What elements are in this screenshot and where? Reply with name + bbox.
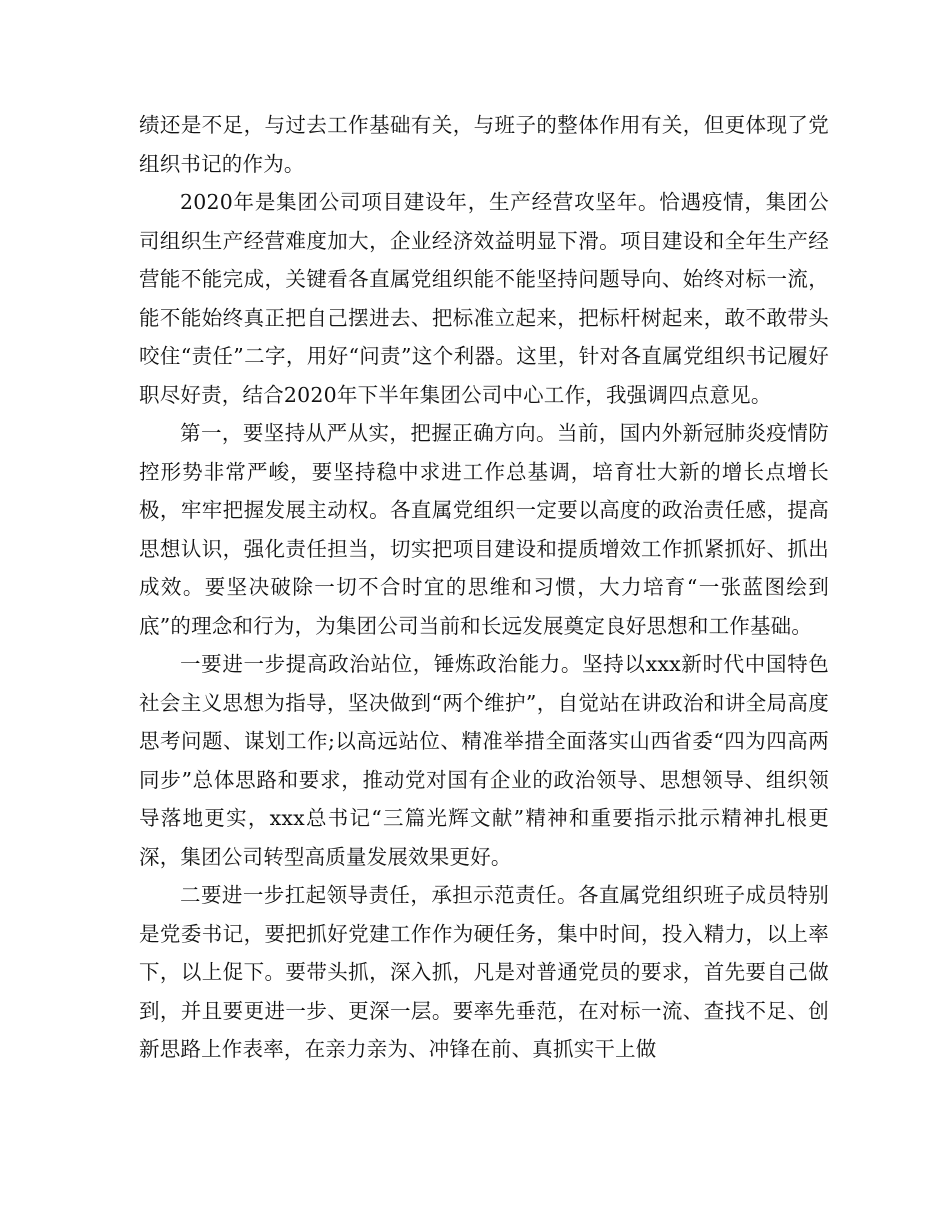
paragraph-continuation: 绩还是不足，与过去工作基础有关，与班子的整体作用有关，但更体现了党组织书记的作为。 bbox=[139, 113, 829, 176]
paragraph-first-point: 第一，要坚持从严从实，把握正确方向。当前，国内外新冠肺炎疫情防控形势非常严峻，要坚持稳中求进工作总基调，培育壮大新的增长点增长极，牢牢把握发展主动权。各直属党组织一定要以高度的政治责任感，提高思想认识，强化责任担当，切实把项目建设和提质增效工作抓紧抓好、抓出成效。要坚决破除一切不合时宜的思维和习惯，大力培育“一张蓝图绘到底”的理念和行为，为集团公司当前和长远发展奠定良好思想和工作基础。 bbox=[139, 421, 829, 638]
paragraph-political-standing: 一要进一步提高政治站位，锤炼政治能力。坚持以xxx新时代中国特色社会主义思想为指导，坚决做到“两个维护”，自觉站在讲政治和讲全局高度思考问题、谋划工作;以高远站位、精准举措全面落实山西省委“四为四高两同步”总体思路和要求，推动党对国有企业的政治领导、思想领导、组织领导落地更实，xxx总书记“三篇光辉文献”精神和重要指示批示精神扎根更深，集团公司转型高质量发展效果更好。 bbox=[139, 652, 829, 869]
paragraph-2020-overview: 2020年是集团公司项目建设年，生产经营攻坚年。恰遇疫情，集团公司组织生产经营难度加大，企业经济效益明显下滑。项目建设和全年生产经营能不能完成，关键看各直属党组织能不能坚持问题导向、始终对标一流，能不能始终真正把自己摆进去、把标准立起来，把标杆树起来，敢不敢带头咬住“责任”二字，用好“问责”这个利器。这里，针对各直属党组织书记履好职尽好责，结合2020年下半年集团公司中心工作，我强调四点意见。 bbox=[139, 190, 829, 407]
paragraph-leadership-responsibility: 二要进一步扛起领导责任，承担示范责任。各直属党组织班子成员特别是党委书记，要把抓好党建工作作为硬任务，集中时间，投入精力，以上率下，以上促下。要带头抓，深入抓，凡是对普通党员的要求，首先要自己做到，并且要更进一步、更深一层。要率先垂范，在对标一流、查找不足、创新思路上作表率，在亲力亲为、冲锋在前、真抓实干上做 bbox=[139, 883, 829, 1061]
document-body bbox=[139, 106, 829, 1069]
